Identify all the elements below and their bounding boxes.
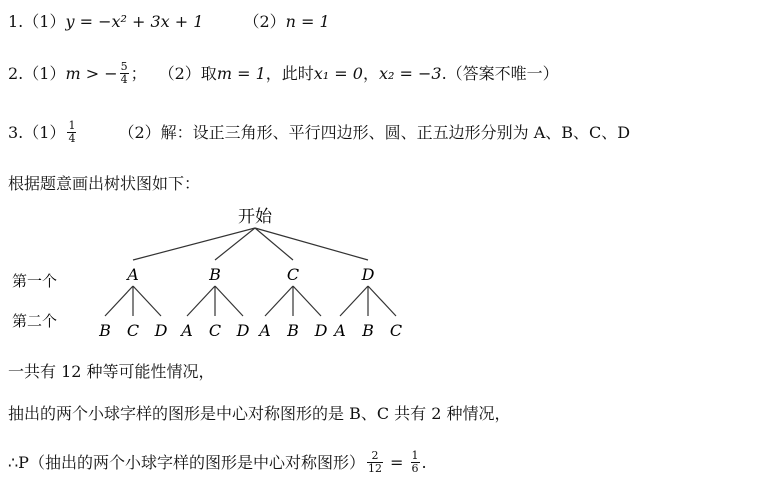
conclusion-text: ∴P（抽出的两个小球字样的图形是中心对称图形） xyxy=(8,453,365,472)
conclusion-fraction-2 xyxy=(411,450,420,475)
q1-number: 1. xyxy=(8,12,24,31)
tree-second-node: B xyxy=(287,321,299,340)
q3-frac-num: 1 xyxy=(68,119,76,132)
q1-n-var: n xyxy=(285,12,296,31)
q2-mid: ，此时 xyxy=(265,64,314,83)
q2-m-var: m xyxy=(65,64,81,83)
tree-second-node: C xyxy=(126,321,140,340)
c-frac1-num: 2 xyxy=(367,450,383,463)
question-3 xyxy=(8,121,630,146)
q2-fraction xyxy=(120,61,129,86)
conclusion-end: . xyxy=(421,453,427,472)
q2-comma: ， xyxy=(362,64,379,83)
c-frac2-num: 1 xyxy=(411,449,419,462)
tree-second-node: A xyxy=(259,321,271,340)
question-2 xyxy=(8,62,559,87)
tree-branch xyxy=(187,286,215,316)
tree-diagram xyxy=(0,200,784,345)
q2-x1: x₁ = 0 xyxy=(313,64,363,83)
q2-part2-marker: （2）取 xyxy=(158,64,217,83)
tree-branch xyxy=(255,228,368,260)
tree-second-node: C xyxy=(389,321,403,340)
c-frac2-den: 6 xyxy=(411,462,419,475)
q2-x2: x₂ = −3 xyxy=(378,64,442,83)
q2-m-set: m = 1 xyxy=(216,64,266,83)
found-line: 抽出的两个小球字样的图形是中心对称图形的是 B、C 共有 2 种情况， xyxy=(8,404,511,423)
tree-branch xyxy=(133,228,255,260)
tree-branch xyxy=(133,286,161,316)
q2-number: 2. xyxy=(8,64,24,83)
tree-second-node: B xyxy=(362,321,374,340)
tree-first-node-A: A xyxy=(127,265,139,284)
tree-second-node: D xyxy=(314,321,328,340)
tree-first-node-B: B xyxy=(209,265,221,284)
c-frac1-den: 12 xyxy=(367,462,382,475)
summary-line: 一共有 12 种等可能性情况， xyxy=(8,362,215,381)
q2-gt: > − xyxy=(80,64,118,83)
tree-branch xyxy=(265,286,293,316)
tree-second-node: A xyxy=(181,321,193,340)
q1-part2-marker: （2） xyxy=(243,12,286,31)
q1-n-rhs: = 1 xyxy=(295,12,330,31)
question-1 xyxy=(8,12,330,32)
q2-semicolon: ； xyxy=(130,64,147,83)
tree-second-node: B xyxy=(99,321,111,340)
q3-number: 3. xyxy=(8,123,24,142)
q2-frac-num: 5 xyxy=(120,60,128,73)
tree-branch xyxy=(368,286,396,316)
q1-part1-marker: （1） xyxy=(23,12,66,31)
conclusion-fraction-1 xyxy=(367,450,383,475)
tree-first-node-D: D xyxy=(361,265,375,284)
tree-branch xyxy=(340,286,368,316)
tree-second-node: A xyxy=(334,321,346,340)
q2-tail: .（答案不唯一） xyxy=(441,64,559,83)
tree-branch xyxy=(215,286,243,316)
tree-intro: 根据题意画出树状图如下： xyxy=(8,174,201,193)
conclusion-equals: = xyxy=(384,453,409,472)
q1-eq-lhs: y xyxy=(65,12,75,31)
q3-part2-text: （2）解：设正三角形、平行四边形、圆、正五边形分别为 A、B、C、D xyxy=(118,123,631,142)
tree-first-node-C: C xyxy=(286,265,300,284)
q2-frac-den: 4 xyxy=(120,73,128,86)
tree-branch xyxy=(293,286,321,316)
tree-second-node: C xyxy=(208,321,222,340)
tree-level2-label: 第二个 xyxy=(12,312,58,330)
tree-branch xyxy=(105,286,133,316)
tree-second-node: D xyxy=(154,321,168,340)
tree-branches xyxy=(105,228,396,316)
tree-root-label: 开始 xyxy=(238,207,272,227)
q3-frac-den: 4 xyxy=(68,132,76,145)
tree-level1-label: 第一个 xyxy=(12,272,58,290)
tree-nodes xyxy=(98,265,402,340)
q1-eq-rhs: = −x² + 3x + 1 xyxy=(74,12,204,31)
q3-fraction xyxy=(67,120,76,145)
q2-part1-marker: （1） xyxy=(23,64,66,83)
conclusion-line xyxy=(8,451,427,476)
q3-part1-marker: （1） xyxy=(23,123,66,142)
tree-second-node: D xyxy=(236,321,250,340)
